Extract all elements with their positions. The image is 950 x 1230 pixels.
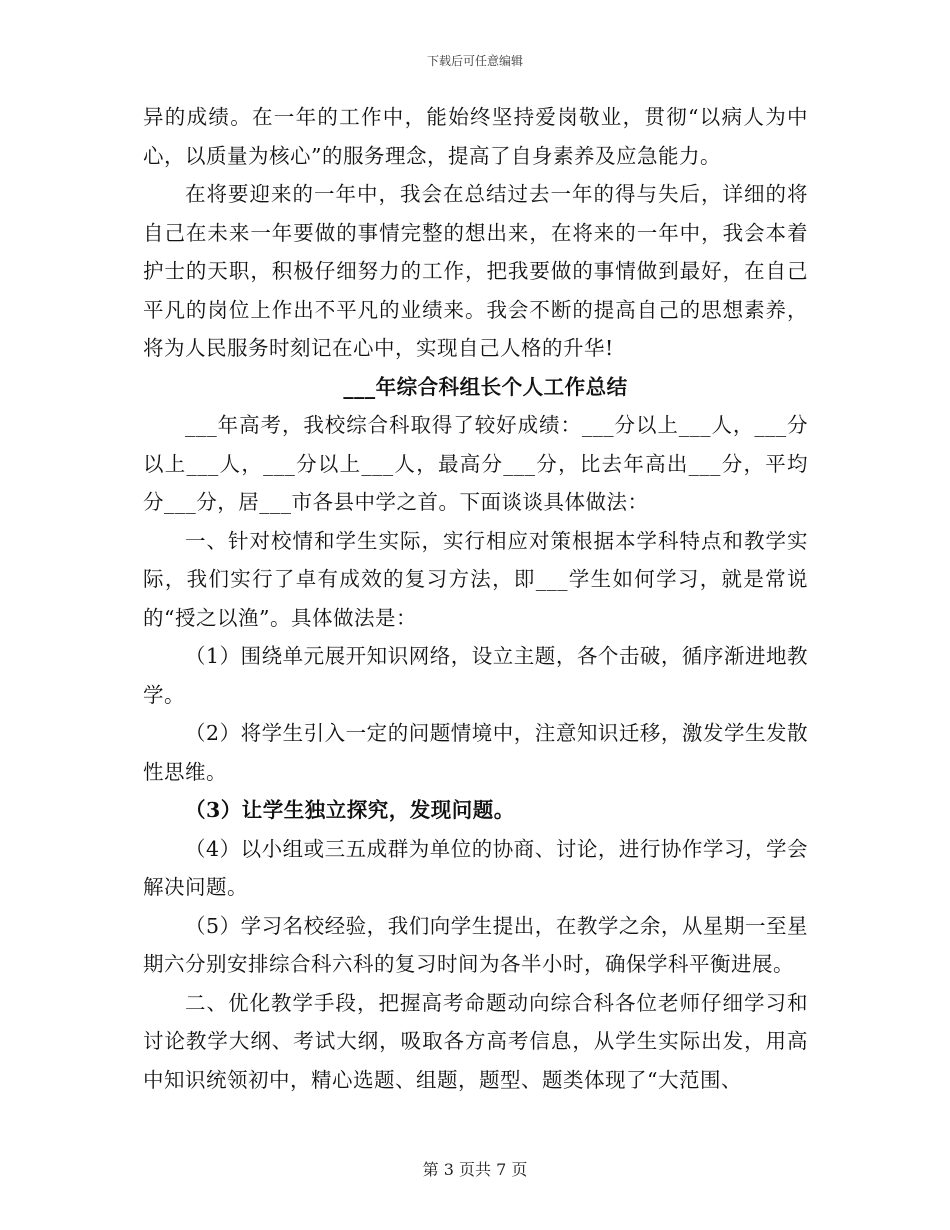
list-item-2: （2）将学生引入一定的问题情境中，注意知识迁移，激发学生发散性思维。 xyxy=(143,721,808,784)
page-footer: 第 3 页共 7 页 xyxy=(422,1160,528,1179)
page-header: 下载后可任意编辑 xyxy=(426,54,523,68)
list-item-5: （5）学习名校经验，我们向学生提出，在教学之余，从星期一至星期六分别安排综合科六科的复习时间为各半小时，确保学科平衡进展。 xyxy=(143,913,808,976)
paragraph-next-year-plan: 在将要迎来的一年中，我会在总结过去一年的得与失后，详细的将自己在未来一年要做的事情完整的想出来，在将来的一年中，我会本着护士的天职，积极仔细努力的工作，把我要做的事情做到最好，在自己平凡的岗位上作出不平凡的业绩来。我会不断的提高自己的思想素养，将为人民服务时刻记在心中，实现自己人格的升华! xyxy=(143,182,808,360)
paragraph-exam-results: ___年高考，我校综合科取得了较好成绩：___分以上___人，___分以上___人，___分以上___人，最高分___分，比去年高出___分，平均分___分，居___市各县中学之首。下面谈谈具体做法： xyxy=(143,413,808,514)
list-item-1: （1）围绕单元展开知识网络，设立主题，各个击破，循序渐进地教学。 xyxy=(143,644,808,707)
list-item-3: （3）让学生独立探究，发现问题。 xyxy=(185,798,515,822)
document-body xyxy=(143,98,808,1099)
list-item-4: （4）以小组或三五成群为单位的协商、讨论，进行协作学习，学会解决问题。 xyxy=(143,836,808,899)
section-title: ___年综合科组长个人工作总结 xyxy=(343,374,628,399)
paragraph-strategy-two: 二、优化教学手段，把握高考命题动向综合科各位老师仔细学习和讨论教学大纲、考试大纲，吸取各方高考信息，从学生实际出发，用高中知识统领初中，精心选题、组题，题型、题类体现了“大范围、 xyxy=(143,990,808,1092)
paragraph-strategy-one: 一、针对校情和学生实际，实行相应对策根据本学科特点和教学实际，我们实行了卓有成效的复习方法，即___学生如何学习，就是常说的“授之以渔”。具体做法是： xyxy=(143,528,808,630)
paragraph-intro-continuation: 异的成绩。在一年的工作中，能始终坚持爱岗敬业，贯彻“以病人为中心，以质量为核心”的服务理念，提高了自身素养及应急能力。 xyxy=(143,105,808,168)
